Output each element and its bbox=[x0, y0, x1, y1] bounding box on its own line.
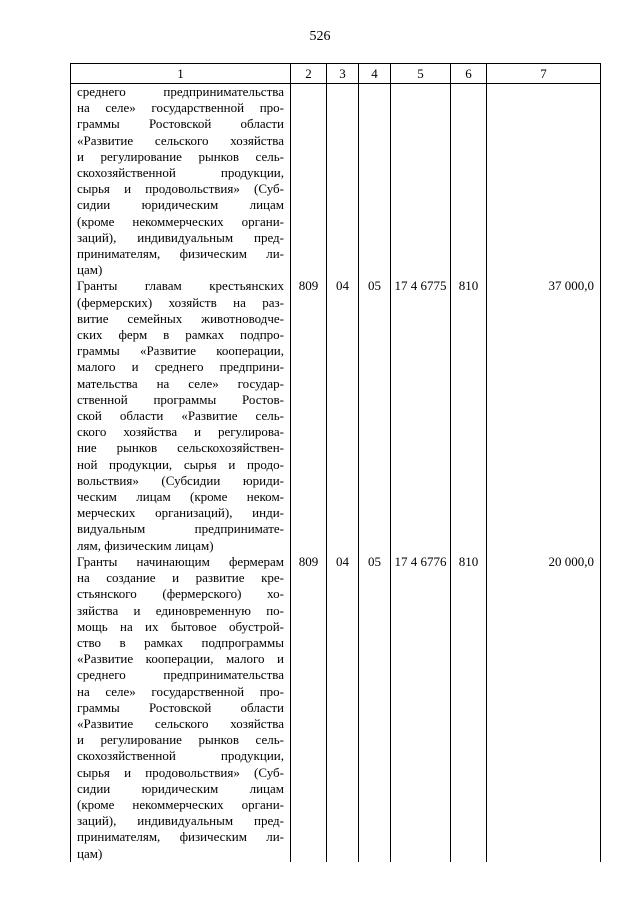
amount-value: 20 000,0 bbox=[487, 554, 601, 862]
ministry-code: 809 bbox=[291, 554, 327, 862]
description-line: Гранты начинающим фермерам bbox=[77, 553, 284, 569]
subsection-code bbox=[359, 84, 391, 279]
description-line: мощь на их бытовое обустрой- bbox=[77, 618, 284, 634]
column-number: 4 bbox=[359, 64, 391, 84]
table-row bbox=[71, 554, 601, 862]
table-row bbox=[71, 84, 601, 279]
description-line: сидии юридическим лицам bbox=[77, 780, 284, 796]
column-number: 5 bbox=[391, 64, 451, 84]
description-line: ство в рамках подпрограммы bbox=[77, 634, 284, 650]
description-line: «Развитие сельского хозяйства bbox=[77, 715, 284, 731]
description-line: и регулирование рынков сель- bbox=[77, 148, 284, 164]
expense-type-code: 810 bbox=[451, 554, 487, 862]
description-line: мательства на селе» государ- bbox=[77, 375, 284, 391]
description-line: среднего предпринимательства bbox=[77, 667, 284, 683]
description-line: сырья и продовольствия» (Суб- bbox=[77, 181, 284, 197]
description-line: цам) bbox=[77, 845, 103, 861]
table-row bbox=[71, 278, 601, 553]
description-line: (фермерских) хозяйств на раз- bbox=[77, 294, 284, 310]
description-line: на селе» государственной про- bbox=[77, 683, 284, 699]
description-line: вольствия» (Субсидии юриди- bbox=[77, 472, 284, 488]
description-line: скохозяйственной продукции, bbox=[77, 165, 284, 181]
column-number: 3 bbox=[327, 64, 359, 84]
description-line: стьянского (фермерского) хо- bbox=[77, 586, 284, 602]
column-number: 1 bbox=[71, 64, 291, 84]
subsection-code: 05 bbox=[359, 278, 391, 553]
description-line: (кроме некоммерческих органи- bbox=[77, 213, 284, 229]
description-line: ской области «Развитие сель- bbox=[77, 408, 284, 424]
description-line: малого и среднего предприни- bbox=[77, 359, 284, 375]
description-line: граммы «Развитие кооперации, bbox=[77, 343, 284, 359]
description-line: принимателям, физическим ли- bbox=[77, 829, 284, 845]
description-line: принимателям, физическим ли- bbox=[77, 246, 284, 262]
description-line: витие семейных животноводче- bbox=[77, 310, 284, 326]
description-line: Гранты главам крестьянских bbox=[77, 278, 284, 294]
description-line: ского хозяйства и регулирова- bbox=[77, 424, 284, 440]
column-number: 6 bbox=[451, 64, 487, 84]
description-line: ческим лицам (кроме неком- bbox=[77, 489, 284, 505]
row-description bbox=[71, 84, 291, 279]
page-number: 526 bbox=[309, 29, 331, 44]
budget-table bbox=[70, 63, 601, 862]
amount-value bbox=[487, 84, 601, 279]
amount-value: 37 000,0 bbox=[487, 278, 601, 553]
row-description bbox=[71, 554, 291, 862]
description-line: граммы Ростовской области bbox=[77, 116, 284, 132]
description-line: ной продукции, сырья и продо- bbox=[77, 456, 284, 472]
section-code: 04 bbox=[327, 278, 359, 553]
row-description bbox=[71, 278, 291, 553]
description-line: среднего предпринимательства bbox=[77, 84, 284, 99]
description-line: на создание и развитие кре- bbox=[77, 570, 284, 586]
description-line: заций), индивидуальным пред- bbox=[77, 229, 284, 245]
description-line: лям, физическим лицам) bbox=[77, 537, 214, 553]
column-number: 2 bbox=[291, 64, 327, 84]
section-code bbox=[327, 84, 359, 279]
description-line: заций), индивидуальным пред- bbox=[77, 813, 284, 829]
section-code: 04 bbox=[327, 554, 359, 862]
description-line: (кроме некоммерческих органи- bbox=[77, 796, 284, 812]
ministry-code bbox=[291, 84, 327, 279]
description-line: зяйства и единовременную по- bbox=[77, 602, 284, 618]
description-line: на селе» государственной про- bbox=[77, 100, 284, 116]
expense-type-code bbox=[451, 84, 487, 279]
description-line: сидии юридическим лицам bbox=[77, 197, 284, 213]
description-line: «Развитие кооперации, малого и bbox=[77, 651, 284, 667]
description-line: «Развитие сельского хозяйства bbox=[77, 132, 284, 148]
description-line: цам) bbox=[77, 262, 103, 278]
description-line: видуальным предпринимате- bbox=[77, 521, 284, 537]
column-number: 7 bbox=[487, 64, 601, 84]
target-article-code: 17 4 6776 bbox=[391, 554, 451, 862]
description-line: ственной программы Ростов- bbox=[77, 391, 284, 407]
description-line: мерческих организаций), инди- bbox=[77, 505, 284, 521]
description-line: ских ферм в рамках подпро- bbox=[77, 327, 284, 343]
description-line: скохозяйственной продукции, bbox=[77, 748, 284, 764]
column-number-row bbox=[71, 64, 601, 84]
subsection-code: 05 bbox=[359, 554, 391, 862]
target-article-code bbox=[391, 84, 451, 279]
description-line: сырья и продовольствия» (Суб- bbox=[77, 764, 284, 780]
description-line: ние рынков сельскохозяйствен- bbox=[77, 440, 284, 456]
description-line: и регулирование рынков сель- bbox=[77, 732, 284, 748]
expense-type-code: 810 bbox=[451, 278, 487, 553]
target-article-code: 17 4 6775 bbox=[391, 278, 451, 553]
description-line: граммы Ростовской области bbox=[77, 699, 284, 715]
ministry-code: 809 bbox=[291, 278, 327, 553]
